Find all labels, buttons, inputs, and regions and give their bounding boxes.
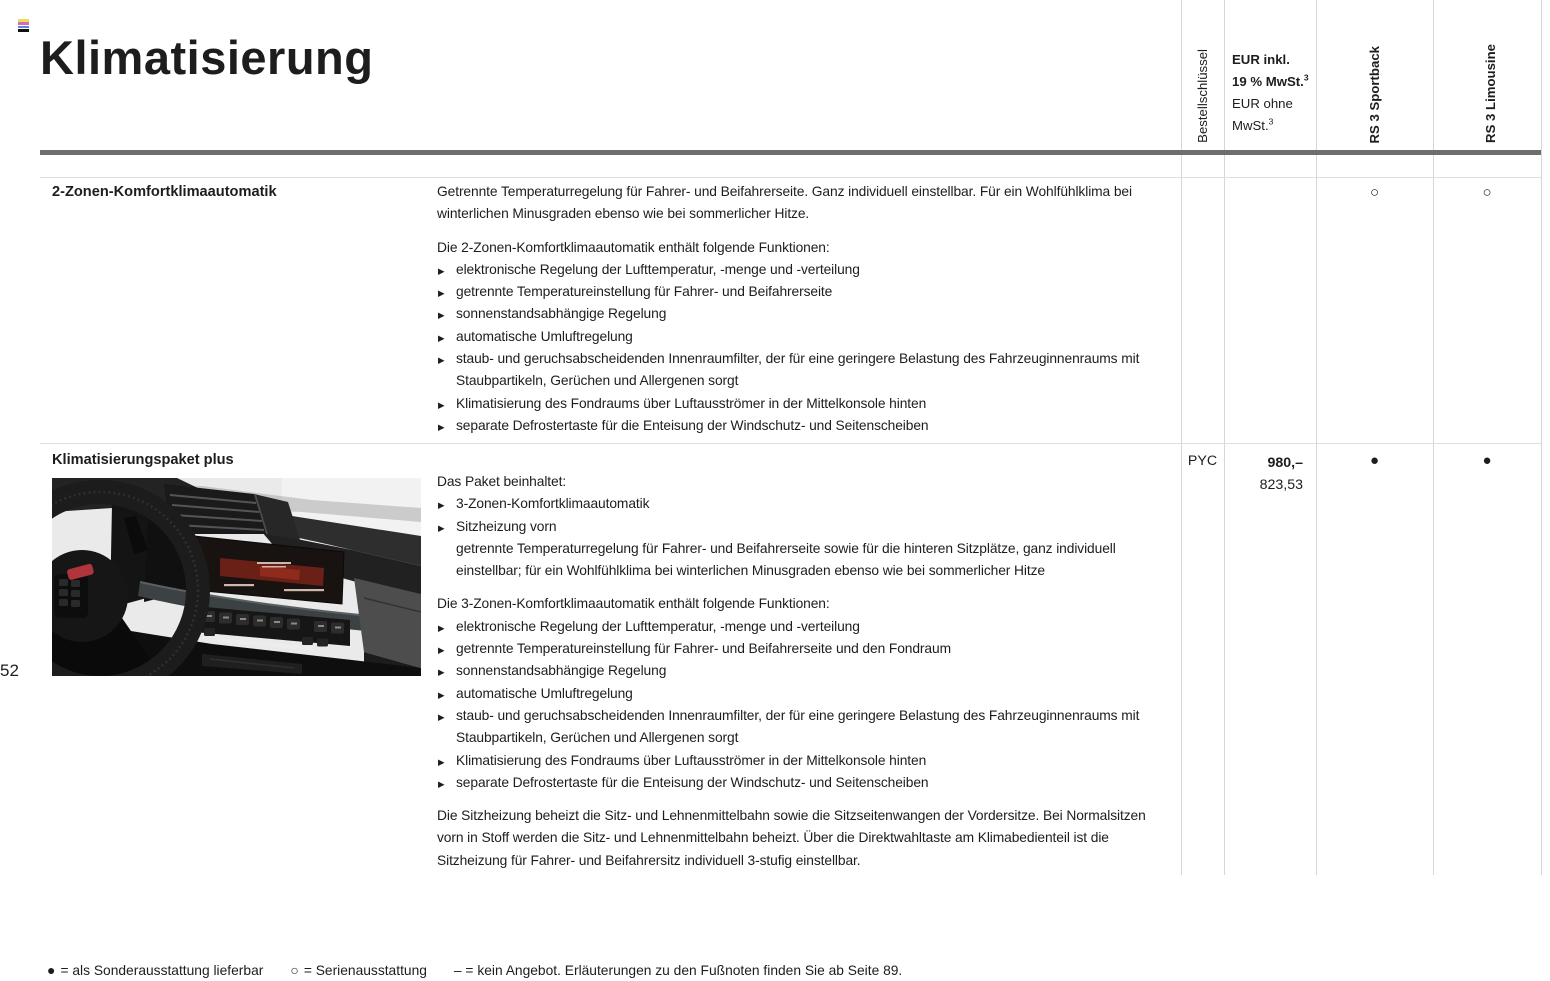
footer-legend	[47, 962, 902, 978]
footnote-ref: 3	[1303, 72, 1309, 83]
option-title-2-zonen: 2-Zonen-Komfortklimaautomatik	[52, 184, 277, 200]
option-description-2-zonen	[437, 181, 1168, 437]
feature-text: staub- und geruchsabscheidenden Innenraumfilter, der für eine geringere Belastung des Fahrzeuginnenraums mit Staubpartikeln, Gerüchen und Allergenen sorgt	[456, 351, 1140, 389]
bullet-icon: ▶	[438, 500, 445, 511]
filled-circle-icon: ●	[47, 962, 56, 978]
column-divider	[1433, 0, 1434, 875]
functions-heading: Die 3-Zonen-Komfortklimaautomatik enthält folgende Funktionen:	[437, 596, 830, 612]
model1-header-label: RS 3 Sportback	[1366, 45, 1382, 143]
legend-special-text: = als Sonderausstattung lieferbar	[60, 963, 264, 978]
bullet-icon: ▶	[438, 310, 445, 321]
package-item-text: Sitzheizung vorn	[456, 518, 557, 534]
price-net: 823,53	[1259, 477, 1303, 494]
package-item	[437, 516, 1168, 583]
feature-list	[437, 259, 1168, 437]
feature-item	[437, 415, 1168, 437]
feature-text: Klimatisierung des Fondraums über Luftausströmer in der Mittelkonsole hinten	[456, 395, 927, 411]
interior-photo	[52, 478, 421, 676]
legend-series-text: = Serienausstattung	[303, 963, 427, 978]
feature-text: elektronische Regelung der Lufttemperatur, -menge und -verteilung	[456, 261, 860, 277]
feature-item	[437, 281, 1168, 303]
option-title-klimapaket: Klimatisierungspaket plus	[52, 452, 234, 468]
package-item	[437, 493, 1168, 515]
feature-item	[437, 393, 1168, 415]
column-header-model-limousine	[1481, 0, 1499, 143]
bullet-icon: ▶	[438, 288, 445, 299]
package-list	[437, 493, 1168, 582]
feature-item	[437, 683, 1168, 705]
page-title: Klimatisierung	[40, 31, 374, 85]
price-header-line1: EUR inkl.	[1232, 52, 1290, 67]
bullet-icon: ▶	[438, 645, 445, 656]
availability-limousine-row1: ○	[1482, 184, 1492, 201]
feature-text: automatische Umluftregelung	[456, 685, 633, 701]
price-header-line3: EUR ohne	[1232, 96, 1293, 111]
feature-text: automatische Umluftregelung	[456, 328, 633, 344]
feature-item	[437, 326, 1168, 348]
print-registration-mark-icon	[18, 19, 29, 33]
package-item-text: 3-Zonen-Komfortklimaautomatik	[456, 496, 650, 512]
feature-text: staub- und geruchsabscheidenden Innenraumfilter, der für eine geringere Belastung des Fahrzeuginnenraums mit Staubpartikeln, Gerüchen und Allergenen sorgt	[456, 707, 1140, 746]
bullet-icon: ▶	[438, 399, 445, 410]
order-code-row2: PYC	[1187, 453, 1218, 469]
feature-item	[437, 660, 1168, 682]
package-item-note: getrennte Temperaturregelung für Fahrer- und Beifahrerseite sowie für die hinteren Sitzplätze, ganz individuell einstellbar; für ein Wohlfühlklima bei winterlichen Minusgraden ebenso wie bei sommerlicher Hitze	[456, 540, 1116, 579]
feature-item	[437, 705, 1168, 750]
availability-sportback-row1: ○	[1369, 184, 1380, 201]
package-heading: Das Paket beinhaltet:	[437, 474, 567, 489]
feature-text: sonnenstandsabhängige Regelung	[456, 306, 667, 322]
column-header-model-sportback	[1365, 0, 1383, 143]
feature-item	[437, 259, 1168, 281]
feature-text: Klimatisierung des Fondraums über Luftausströmer in der Mittelkonsole hinten	[456, 752, 927, 768]
legend-special	[47, 963, 263, 978]
feature-list	[437, 616, 1168, 794]
feature-item	[437, 348, 1168, 393]
feature-item	[437, 638, 1168, 660]
bullet-icon: ▶	[438, 756, 445, 767]
bullet-icon: ▶	[438, 421, 445, 432]
feature-text: elektronische Regelung der Lufttemperatur, -menge und -verteilung	[456, 618, 860, 634]
feature-text: separate Defrostertaste für die Enteisung der Windschutz- und Seitenscheiben	[456, 417, 929, 433]
column-divider	[1224, 0, 1225, 875]
price-header-line2: 19 % MwSt.	[1232, 74, 1304, 89]
feature-item	[437, 303, 1168, 325]
row-divider	[40, 443, 1541, 444]
row-divider	[40, 177, 1541, 178]
column-header-order-code	[1193, 0, 1211, 143]
open-circle-icon: ○	[290, 962, 299, 978]
table-right-border	[1541, 0, 1542, 875]
price-gross: 980,–	[1267, 455, 1303, 471]
legend-no-offer: – = kein Angebot. Erläuterungen zu den Fußnoten finden Sie ab Seite 89.	[453, 963, 903, 978]
interior-photo-illustration	[52, 478, 421, 676]
price-cell-row2	[1220, 452, 1303, 497]
bullet-icon: ▶	[438, 778, 445, 789]
feature-item	[437, 772, 1168, 794]
availability-limousine-row2: ●	[1482, 452, 1492, 469]
legend-series	[290, 963, 427, 978]
page-number: 52	[0, 661, 19, 680]
column-header-price	[1232, 49, 1318, 137]
bullet-icon: ▶	[438, 689, 445, 700]
bullet-icon: ▶	[438, 622, 445, 633]
feature-item	[437, 616, 1168, 638]
bullet-icon: ▶	[438, 522, 445, 533]
footnote-ref: 3	[1268, 116, 1274, 127]
feature-text: separate Defrostertaste für die Enteisung der Windschutz- und Seitenscheiben	[456, 774, 929, 790]
option-description-klimapaket	[437, 471, 1168, 872]
header-rule	[40, 150, 1541, 155]
bullet-icon: ▶	[438, 355, 445, 366]
bullet-icon: ▶	[438, 265, 445, 276]
order-code-header-label: Bestellschlüssel	[1194, 49, 1210, 143]
functions-heading: Die 2-Zonen-Komfortklimaautomatik enthält folgende Funktionen:	[437, 239, 830, 255]
bullet-icon: ▶	[438, 667, 445, 678]
bullet-icon: ▶	[438, 711, 445, 722]
price-header-line4: MwSt.	[1232, 118, 1269, 133]
intro-paragraph: Getrennte Temperaturregelung für Fahrer- und Beifahrerseite. Ganz individuell einstellbar. Für ein Wohlfühlklima bei winterlichen Minusgraden ebenso wie bei sommerlicher Hitze.	[437, 184, 1132, 222]
availability-sportback-row2: ●	[1369, 452, 1380, 469]
column-divider	[1181, 0, 1182, 875]
outro-paragraph: Die Sitzheizung beheizt die Sitz- und Lehnenmittelbahn sowie die Sitzseitenwangen der Vordersitze. Bei Normalsitzen vorn in Stoff werden die Sitz- und Lehnenmittelbahn beheizt. Über die Direktwahltaste am Klimabedienteil ist die Sitzheizung für Fahrer- und Beifahrersitz individuell 3-stufig einstellbar.	[437, 808, 1146, 868]
feature-text: sonnenstandsabhängige Regelung	[456, 663, 667, 679]
feature-text: getrennte Temperatureinstellung für Fahrer- und Beifahrerseite und den Fondraum	[456, 641, 951, 657]
feature-item	[437, 750, 1168, 772]
model2-header-label: RS 3 Limousine	[1482, 44, 1498, 143]
bullet-icon: ▶	[438, 332, 445, 343]
feature-text: getrennte Temperatureinstellung für Fahrer- und Beifahrerseite	[456, 284, 833, 300]
